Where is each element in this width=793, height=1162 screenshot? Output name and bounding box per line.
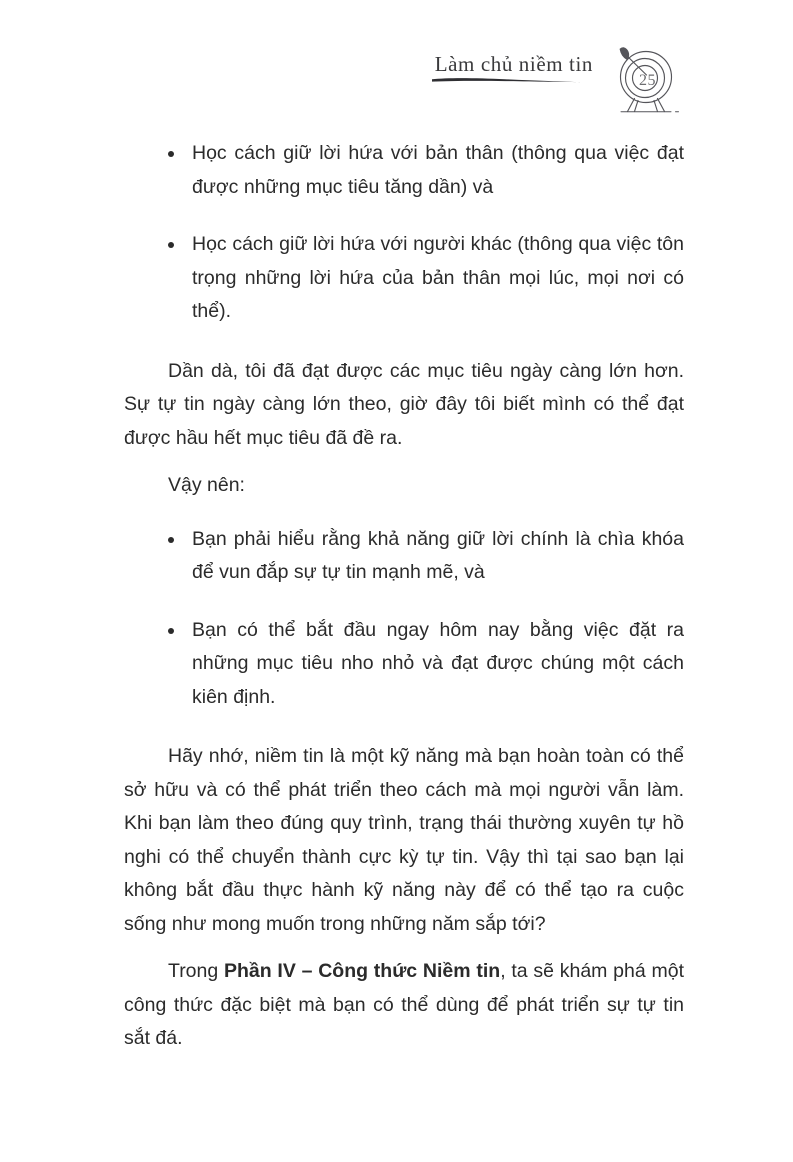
bullet-dot-icon xyxy=(168,628,174,634)
spacer xyxy=(124,455,684,469)
bullet-dot-icon xyxy=(168,537,174,543)
running-head-title: Làm chủ niềm tin xyxy=(434,52,593,76)
page-content xyxy=(124,137,684,1056)
spacer xyxy=(124,714,684,740)
paragraph-remember: Hãy nhớ, niềm tin là một kỹ năng mà bạn hoàn toàn có thể sở hữu và có thể phát triển theo cách mà mọi người vẫn làm. Khi bạn làm theo đúng quy trình, trạng thái thường xuyên tự hồ nghi có thể chuyển thành cực kỳ tự tin. Vậy thì tại sao bạn lại không bắt đầu thực hành kỹ năng này để có thể tạo ra cuộc sống như mong muốn trong những năm sắp tới? xyxy=(124,745,684,935)
header-title-wrap xyxy=(435,40,593,75)
list-item xyxy=(124,228,684,329)
paragraph-part-four-prefix: Trong xyxy=(168,960,224,982)
paragraph-part-four-suffix: , ta sẽ khám phá một công thức đặc biệt mà bạn có thể dùng để phát triển sự tự tin sắt đá. xyxy=(124,960,684,1049)
spacer xyxy=(124,941,684,955)
spacer xyxy=(124,329,684,355)
list-item-text: Học cách giữ lời hứa với bản thân (thông qua việc đạt được những mục tiêu tăng dần) và xyxy=(192,142,684,198)
paragraph-part-four xyxy=(124,955,684,1056)
paragraph-lead-in: Vậy nên: xyxy=(168,474,245,496)
list-item-text: Bạn có thể bắt đầu ngay hôm nay bằng việc đặt ra những mục tiêu nho nhỏ và đạt được chúng một cách kiên định. xyxy=(192,618,684,708)
target-dartboard-icon xyxy=(607,40,685,120)
list-item-text: Bạn phải hiểu rằng khả năng giữ lời chính là chìa khóa để vun đắp sự tự tin mạnh mẽ, và xyxy=(192,527,684,583)
page-number: 25 xyxy=(639,71,656,89)
brush-underline-icon xyxy=(431,77,583,84)
paragraph-progress: Dần dà, tôi đã đạt được các mục tiêu ngày càng lớn hơn. Sự tự tin ngày càng lớn theo, giờ đây tôi biết mình có thể đạt được hầu hết mục tiêu đã đề ra. xyxy=(124,359,684,449)
spacer xyxy=(124,503,684,523)
list-item xyxy=(124,523,684,590)
bullet-list-top xyxy=(124,137,684,329)
list-item xyxy=(124,614,684,715)
bullet-dot-icon xyxy=(168,151,174,157)
bullet-dot-icon xyxy=(168,242,174,248)
header-inner xyxy=(435,40,685,120)
page-header xyxy=(0,40,793,120)
bullet-list-middle xyxy=(124,523,684,715)
list-item xyxy=(124,137,684,204)
part-four-title: Phần IV – Công thức Niềm tin xyxy=(223,960,501,982)
list-item-text: Học cách giữ lời hứa với người khác (thông qua việc tôn trọng những lời hứa của bản thân mọi lúc, mọi nơi có thể). xyxy=(192,233,684,322)
